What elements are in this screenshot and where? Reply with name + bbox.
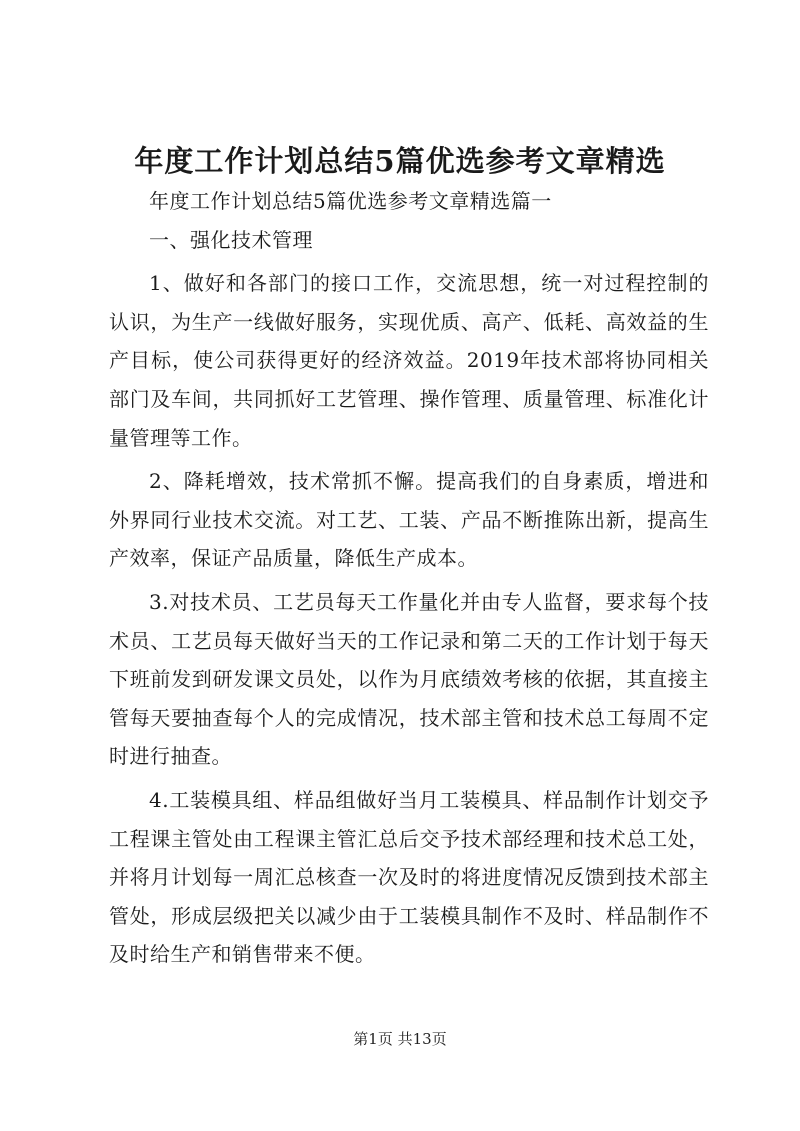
paragraph-3: 3.对技术员、工艺员每天工作量化并由专人监督，要求每个技术员、工艺员每天做好当天的工作记录和第二天的工作计划于每天下班前发到研发课文员处，以作为月底绩效考核的依据，其直接主管每天要抽查每个人的完成情况，技术部主管和技术总工每周不定时进行抽查。 xyxy=(109,589,709,769)
paragraph-1: 1、做好和各部门的接口工作，交流思想，统一对过程控制的认识，为生产一线做好服务，实现优质、高产、低耗、高效益的生产目标，使公司获得更好的经济效益。2019年技术部将协同相关部门及车间，共同抓好工艺管理、操作管理、质量管理、标准化计量管理等工作。 xyxy=(109,271,709,450)
paragraph-4: 4.工装模具组、样品组做好当月工装模具、样品制作计划交予工程课主管处由工程课主管汇总后交予技术部经理和技术总工处，并将月计划每一周汇总核查一次及时的将进度情况反馈到技术部主管处，形成层级把关以减少由于工装模具制作不及时、样品制作不及时给生产和销售带来不便。 xyxy=(109,787,709,967)
document-body xyxy=(109,182,709,974)
document-title: 年度工作计划总结5篇优选参考文章精选 xyxy=(134,144,666,178)
page-footer: 第1页 共13页 xyxy=(353,1030,447,1048)
paragraph-2: 2、降耗增效，技术常抓不懈。提高我们的自身素质，增进和外界同行业技术交流。对工艺、工装、产品不断推陈出新，提高生产效率，保证产品质量，降低生产成本。 xyxy=(109,469,709,571)
section-heading: 一、强化技术管理 xyxy=(149,227,313,252)
subtitle: 年度工作计划总结5篇优选参考文章精选篇一 xyxy=(149,189,552,213)
